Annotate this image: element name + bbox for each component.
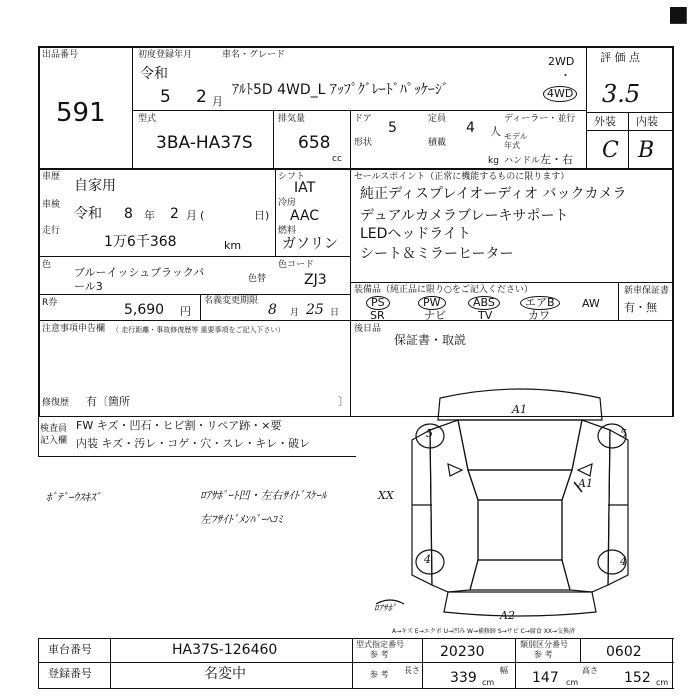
- reg-year: 5: [160, 87, 171, 107]
- equipment-airbag: エアB: [520, 296, 560, 310]
- evaluation-score: 3.5: [602, 80, 641, 108]
- history-value: 自家用: [74, 178, 116, 194]
- damage-mark-right-front-wheel: 5: [620, 427, 627, 440]
- rear-bumper-outline: [444, 592, 596, 616]
- inspector-label-1: 検査員: [40, 424, 68, 434]
- kg-unit: kg: [488, 156, 499, 166]
- first-registration-label: 初度登録年月: [138, 50, 193, 60]
- equipment-ps: PS: [366, 296, 390, 310]
- recycle-label: R券: [42, 298, 58, 308]
- equipment-sr: SR: [370, 309, 385, 322]
- damage-mark-right-front: A1: [578, 477, 593, 490]
- after-items-value: 保証書・取説: [394, 333, 467, 347]
- drive-separator: ・: [560, 69, 571, 82]
- notes-label: 注意事項申告欄: [42, 324, 106, 334]
- damage-legend: A→キズ E→エクボ U→凹み W→補修跡 S→サビ C→腐食 XX→交換済: [392, 628, 575, 635]
- deadline-day-char: 日: [330, 308, 340, 318]
- selling-point-3: LEDヘッドライト: [360, 226, 472, 242]
- reg-month: 2: [196, 87, 207, 107]
- rear-window-outline: [470, 560, 570, 590]
- chassis-number-label: 車台番号: [48, 643, 92, 656]
- displacement-value: 658: [298, 133, 331, 153]
- interior-label: 内装: [636, 115, 658, 128]
- model-type-label: 型式: [138, 114, 157, 124]
- inspector-note-2b: XX: [378, 489, 394, 502]
- type-designation-value: 20230: [440, 644, 485, 660]
- deadline-label: 名義変更期限: [204, 296, 259, 306]
- height-label: 高さ: [582, 666, 598, 675]
- width-label: 幅: [500, 666, 508, 675]
- inspector-row-interior: 内装 キズ・汚レ・コゲ・穴・スレ・キレ・破レ: [76, 437, 311, 450]
- inspection-month-unit: 月: [186, 209, 197, 222]
- damage-mark-left-front-wheel: 5: [426, 427, 433, 440]
- length-label: 長さ: [404, 666, 420, 675]
- equipment-abs: ABS: [468, 296, 500, 310]
- width-unit: cm: [566, 678, 579, 687]
- roof-outline: [478, 500, 562, 560]
- inspection-year: 8: [124, 206, 133, 222]
- deadline-month: 8: [268, 302, 277, 318]
- type-designation-label: 型式指定番号: [356, 640, 404, 649]
- color-code-value: ZJ3: [304, 272, 327, 288]
- notes-sublabel: （ 走行距離・事故修復歴等 重要事項をご記入下さい）: [112, 326, 285, 334]
- capacity-label: 定員: [428, 114, 447, 124]
- classification-value: 0602: [606, 644, 642, 660]
- after-items-label: 後日品: [354, 324, 382, 334]
- reg-month-unit: 月: [212, 95, 223, 108]
- ac-value: AAC: [290, 208, 320, 224]
- damage-mark-rear: A2: [500, 609, 515, 622]
- capacity-value: 4: [466, 120, 475, 136]
- load-label: 積載: [428, 138, 447, 148]
- handle-label: ハンドル: [504, 156, 541, 166]
- damage-mark-left-rear-wheel: 4: [424, 553, 431, 566]
- height-value: 152: [624, 670, 651, 686]
- model-type-value: 3BA-HA37S: [156, 133, 253, 153]
- doors-label: ドア: [354, 114, 372, 124]
- corner-mark: ■: [668, 2, 689, 27]
- windshield-outline: [468, 470, 572, 500]
- doors-value: 5: [388, 120, 397, 136]
- color-value: ブルーイッシュブラックパール3: [74, 266, 205, 293]
- color-change-label: 色替: [248, 274, 267, 284]
- shift-value: IAT: [294, 180, 316, 196]
- equipment-label: 装備品（純正品に限り○をご記入ください）: [354, 285, 533, 295]
- length-value: 339: [450, 670, 477, 686]
- inspection-day-close: 日): [254, 209, 270, 222]
- selling-point-4: シート＆ミラーヒーター: [360, 246, 514, 262]
- equipment-tv: TV: [478, 309, 493, 322]
- inspector-label-2: 記入欄: [40, 436, 68, 446]
- warranty-label: 新車保証書: [624, 286, 670, 296]
- damage-mark-right-rear-wheel: 4: [620, 555, 627, 568]
- exterior-grade: C: [602, 138, 619, 163]
- cc-unit: cc: [332, 154, 342, 164]
- shape-label: 形状: [354, 138, 373, 148]
- right-side-outline: [562, 420, 610, 592]
- type-designation-sub: 参 考: [370, 650, 389, 659]
- model-grade-label: 車名・グレード: [222, 50, 286, 60]
- km-unit: km: [224, 239, 242, 252]
- interior-grade: B: [638, 138, 655, 163]
- evaluation-label: 評 価 点: [600, 51, 640, 64]
- deadline-month-char: 月: [290, 308, 300, 318]
- classification-sub: 参 考: [534, 650, 553, 659]
- selling-point-1: 純正ディスプレイオーディオ バックカメラ: [360, 186, 627, 202]
- damage-mark-rear-support: ﾛｱｻﾎﾟ: [374, 604, 397, 614]
- history-label: 車歴: [42, 172, 61, 182]
- color-code-label: 色コード: [278, 260, 315, 270]
- handle-value: 左・右: [540, 153, 573, 166]
- mileage-value: 1万6千368: [104, 234, 177, 250]
- length-unit: cm: [482, 678, 495, 687]
- hood-outline: [458, 420, 582, 470]
- registration-number-label: 登録番号: [48, 667, 92, 680]
- model-year-label: モデル 年式: [504, 132, 528, 150]
- drive-2wd: 2WD: [548, 55, 575, 68]
- registration-number-value: 名変中: [204, 666, 246, 682]
- equipment-aw: AW: [582, 297, 600, 310]
- reg-era: 令和: [140, 66, 168, 82]
- chassis-number-value: HA37S-126460: [172, 642, 278, 658]
- dealer-label: ディーラー・並行: [504, 114, 576, 124]
- inspector-row-windshield: FW キズ・凹石・ヒビ割・リペア跡・×要: [76, 419, 282, 432]
- displacement-label: 排気量: [278, 114, 306, 124]
- dimension-ref-label: 参 考: [370, 670, 389, 679]
- recycle-value: 5,690: [124, 302, 165, 318]
- repair-history-label: 修復歴: [42, 398, 70, 408]
- lot-number-label: 出品番号: [42, 50, 79, 60]
- equipment-navi: ナビ: [424, 309, 446, 322]
- drive-4wd: 4WD: [547, 87, 574, 100]
- fuel-label: 燃料: [278, 226, 297, 236]
- height-unit: cm: [656, 678, 669, 687]
- inspector-note-1: ﾎﾞﾃﾞｰｳｽｷｽﾞ: [46, 491, 101, 504]
- mileage-label: 走行: [42, 226, 61, 236]
- selling-point-2: デュアルカメラブレーキサポート: [360, 208, 569, 224]
- inspection-year-unit: 年: [144, 209, 155, 222]
- repair-history-value: 有〔箇所: [86, 395, 130, 408]
- inspection-day-open: (: [200, 209, 205, 222]
- shift-label: シフト: [278, 172, 306, 182]
- lot-number: 591: [56, 98, 106, 128]
- exterior-label: 外装: [594, 115, 616, 128]
- recycle-yen: 円: [180, 305, 191, 318]
- repair-history-close: 〕: [338, 395, 349, 408]
- inspector-note-2: ﾛｱｻﾎﾟｰﾄ凹・左右ｻｲﾄﾞｽｹｰﾙ: [200, 489, 327, 502]
- car-name-grade: ｱﾙﾄ5D 4WD_L ｱｯﾌﾟｸﾞﾚｰﾄﾞﾊﾟｯｹｰｼﾞ: [232, 82, 449, 98]
- equipment-pw: PW: [418, 296, 446, 310]
- equipment-leather: カワ: [528, 309, 550, 322]
- person-unit: 人: [490, 125, 501, 138]
- color-label: 色: [42, 260, 52, 270]
- width-value: 147: [532, 670, 559, 686]
- inspection-month: 2: [170, 206, 179, 222]
- inspector-note-3: 左ﾌｻｲﾄﾞﾒﾝﾊﾞｰﾍｺﾐ: [200, 513, 283, 526]
- inspection-era: 令和: [74, 206, 102, 222]
- inspection-label: 車検: [42, 200, 61, 210]
- classification-label: 類別区分番号: [520, 640, 568, 649]
- ac-label: 冷房: [278, 198, 297, 208]
- warranty-value: 有・無: [624, 301, 657, 314]
- fuel-value: ガソリン: [282, 236, 338, 252]
- deadline-day: 25: [306, 302, 324, 318]
- damage-mark-hood: A1: [512, 403, 527, 416]
- selling-points-label: セールスポイント（正常に機能するものに限ります）: [354, 172, 570, 182]
